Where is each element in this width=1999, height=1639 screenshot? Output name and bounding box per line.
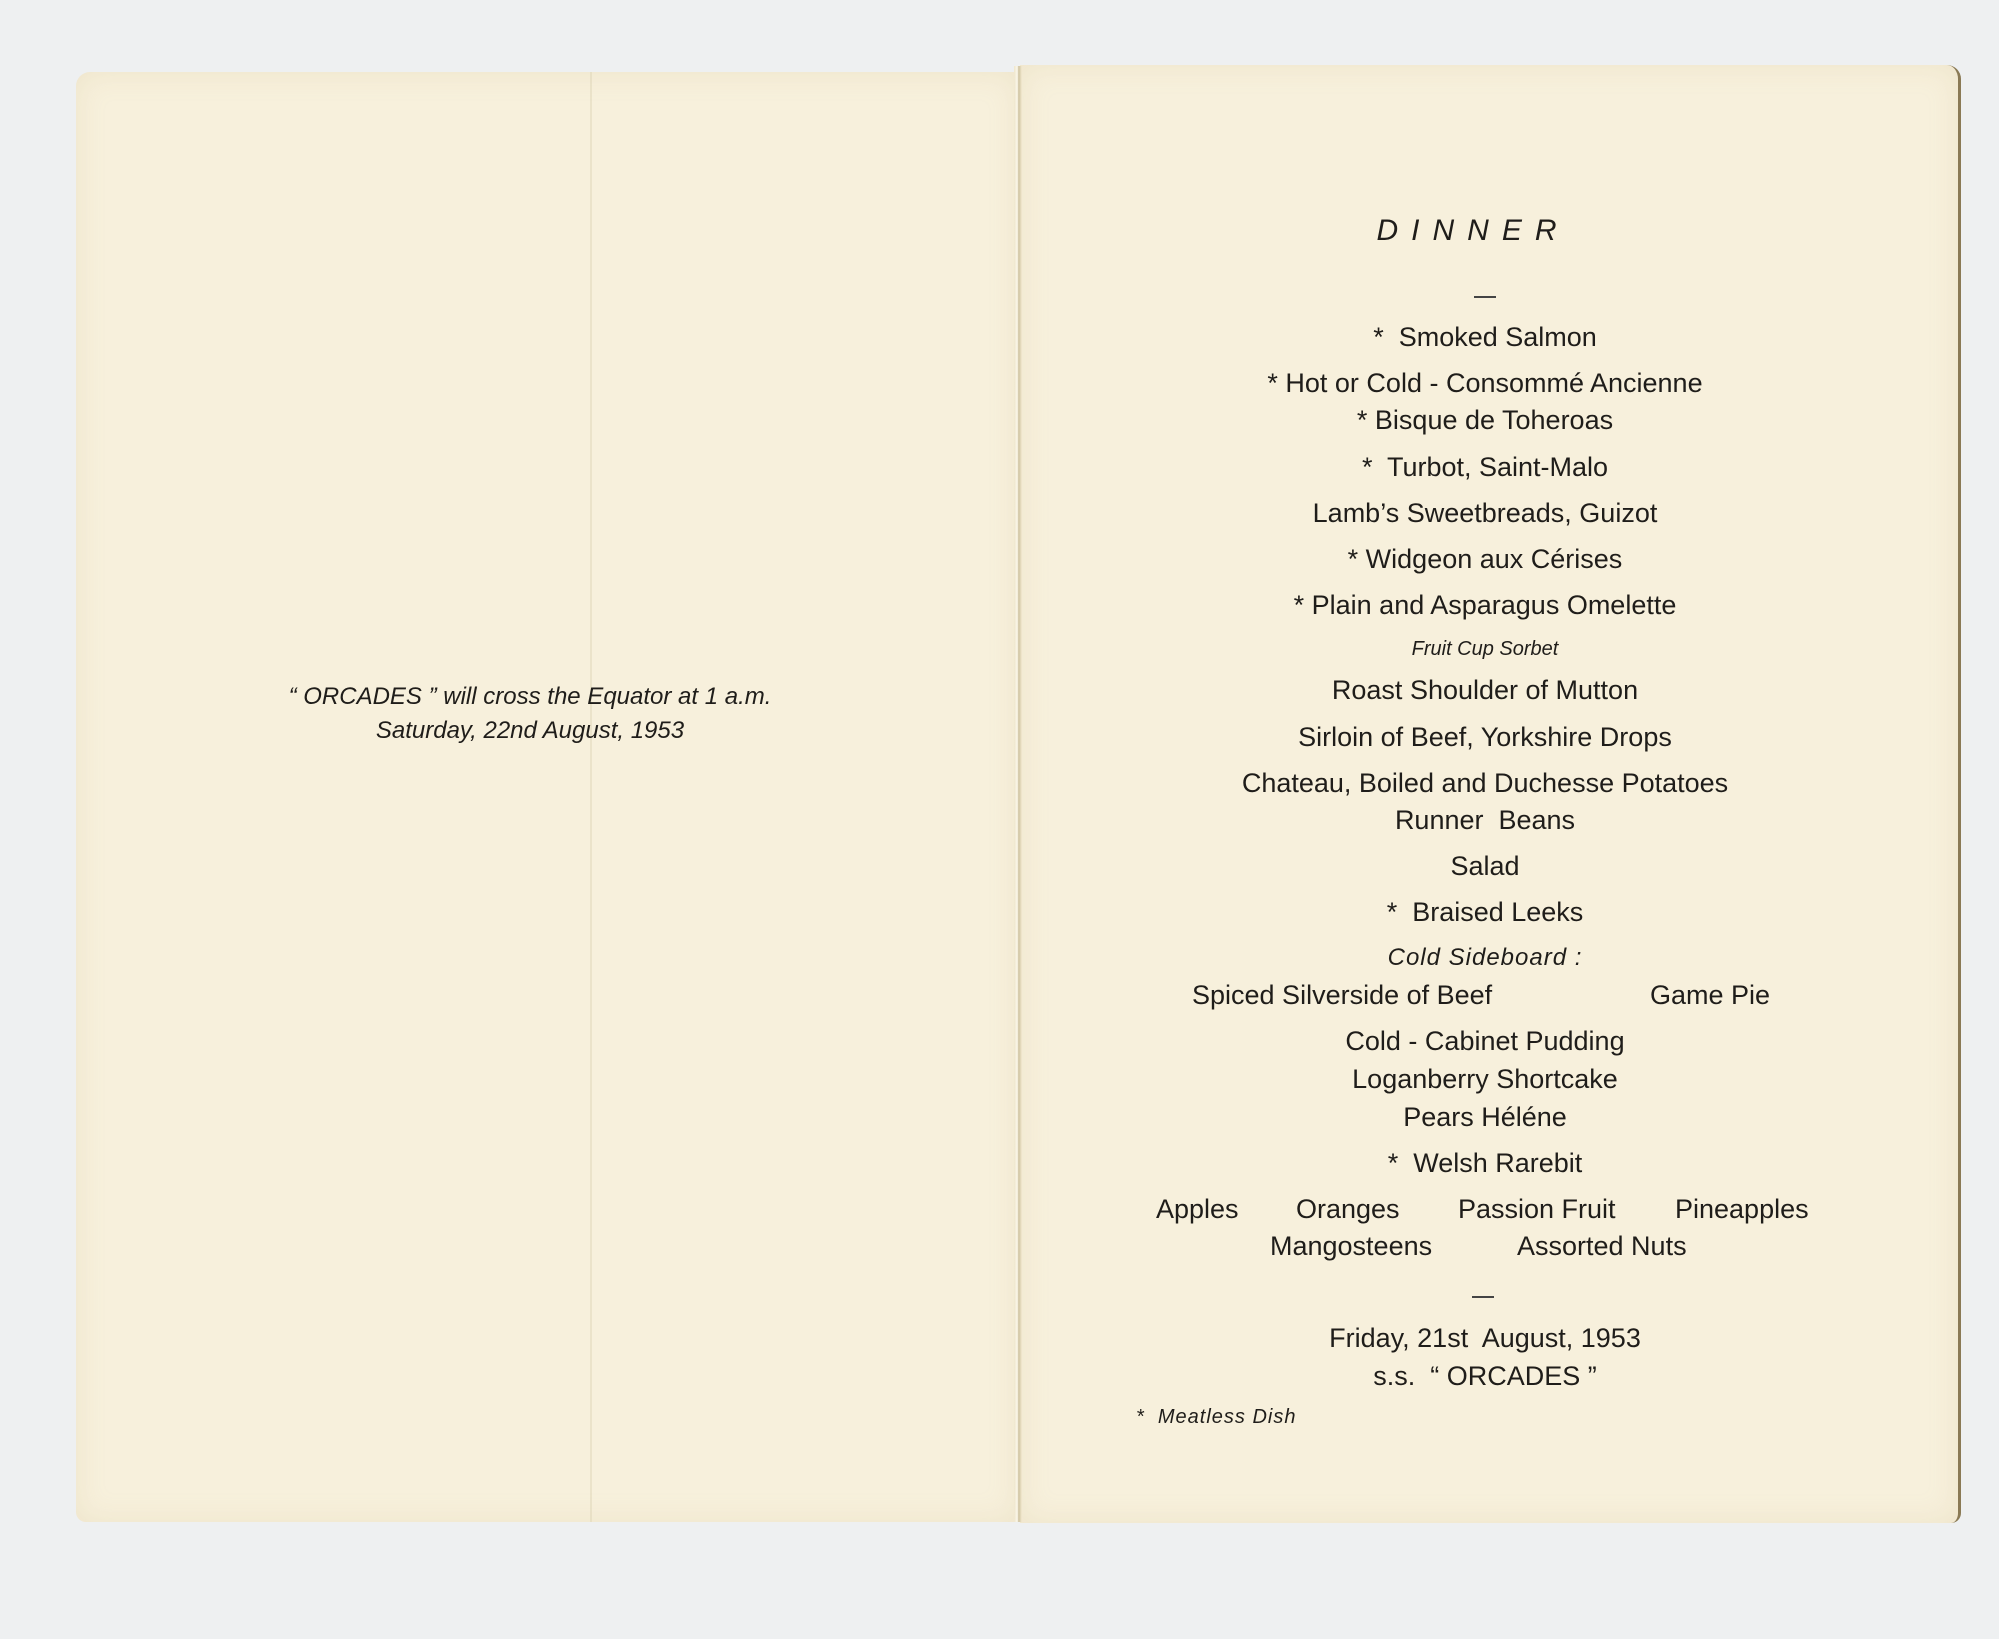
divider-top xyxy=(1474,296,1496,298)
menu-title: DINNER xyxy=(1376,214,1570,247)
menu-item: Roast Shoulder of Mutton xyxy=(1331,675,1639,705)
paper-crease xyxy=(590,72,592,1522)
menu-item: Chateau, Boiled and Duchesse Potatoes xyxy=(1241,768,1729,798)
menu-item: Salad xyxy=(1450,851,1520,881)
fruit-item: Assorted Nuts xyxy=(1517,1231,1687,1261)
menu-item: * Widgeon aux Cérises xyxy=(1347,544,1623,574)
cold-sideboard-heading: Cold Sideboard : xyxy=(1387,944,1583,971)
menu-item: Cold - Cabinet Pudding xyxy=(1345,1026,1625,1056)
fruit-item: Apples xyxy=(1156,1194,1239,1224)
fruit-item: Pineapples xyxy=(1675,1194,1809,1224)
equator-note-line1: “ ORCADES ” will cross the Equator at 1 a.m. xyxy=(288,683,772,710)
center-fold xyxy=(1014,66,1022,1522)
menu-item: Runner Beans xyxy=(1394,805,1576,835)
menu-date: Friday, 21st August, 1953 xyxy=(1329,1323,1641,1353)
fruit-item: Mangosteens xyxy=(1270,1231,1433,1261)
menu-item: * Hot or Cold - Consommé Ancienne xyxy=(1267,368,1703,398)
divider-bottom xyxy=(1472,1296,1494,1298)
left-page xyxy=(76,72,1018,1522)
menu-item: * Welsh Rarebit xyxy=(1387,1148,1583,1178)
menu-item: Loganberry Shortcake xyxy=(1352,1064,1618,1094)
ship-name: s.s. “ ORCADES ” xyxy=(1373,1361,1597,1391)
sideboard-item: Game Pie xyxy=(1650,980,1771,1010)
menu-item: Sirloin of Beef, Yorkshire Drops xyxy=(1298,722,1672,752)
meatless-legend: * Meatless Dish xyxy=(1136,1406,1297,1428)
menu-item: Lamb’s Sweetbreads, Guizot xyxy=(1312,498,1658,528)
menu-item: * Smoked Salmon xyxy=(1373,322,1597,352)
equator-note-line2: Saturday, 22nd August, 1953 xyxy=(375,717,685,744)
sideboard-item: Spiced Silverside of Beef xyxy=(1192,980,1493,1010)
menu-item: * Plain and Asparagus Omelette xyxy=(1293,590,1677,620)
fruit-item: Passion Fruit xyxy=(1458,1194,1616,1224)
menu-column xyxy=(1030,0,1940,1639)
menu-item-sorbet: Fruit Cup Sorbet xyxy=(1411,638,1559,660)
menu-item: * Bisque de Toheroas xyxy=(1356,405,1614,435)
menu-item: * Braised Leeks xyxy=(1386,897,1584,927)
menu-item: Pears Héléne xyxy=(1403,1102,1567,1132)
menu-item: * Turbot, Saint-Malo xyxy=(1361,452,1609,482)
fruit-item: Oranges xyxy=(1296,1194,1400,1224)
equator-note xyxy=(250,680,810,748)
